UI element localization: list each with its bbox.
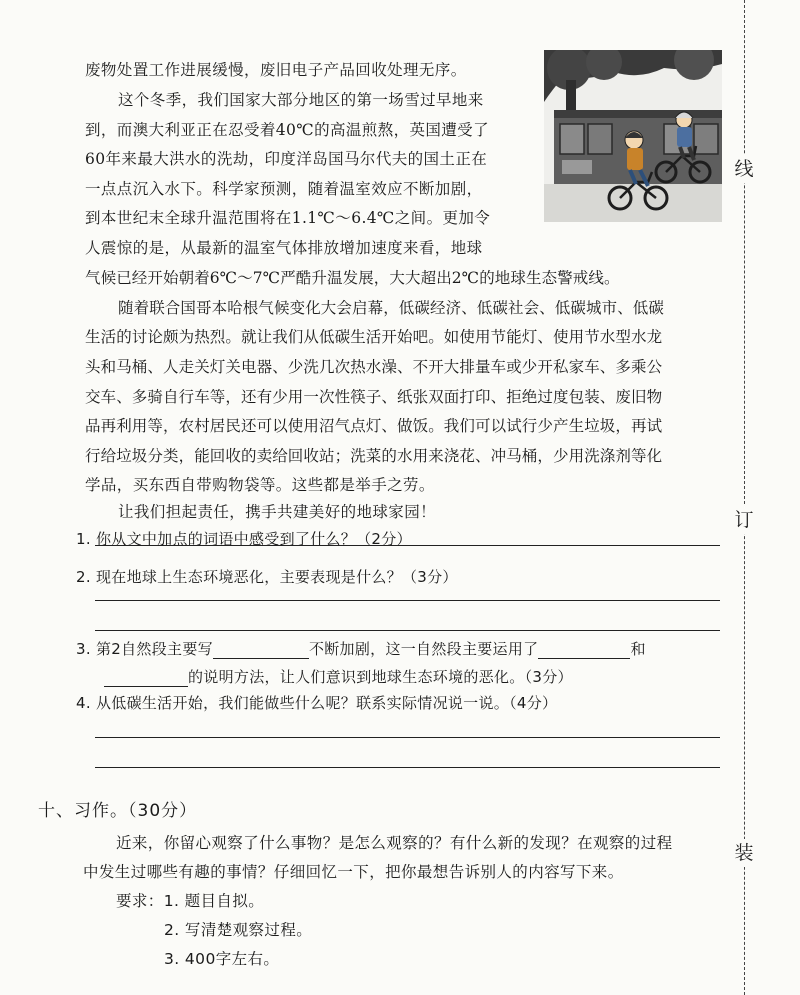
passage-line: 行给垃圾分类，能回收的卖给回收站；洗菜的水用来浇花、冲马桶，少用洗涤剂等化 (85, 447, 663, 465)
question-4: 4. 从低碳生活开始，我们能做些什么呢？联系实际情况说一说。（4分） (76, 694, 558, 712)
binding-char-staple: 订 (728, 506, 760, 534)
question-3-text: 和 (630, 640, 646, 658)
passage-line: 让我们担起责任，携手共建美好的地球家园！ (118, 503, 437, 521)
answer-line[interactable] (95, 767, 720, 768)
passage-line: 废物处置工作进展缓慢，废旧电子产品回收处理无序。 (85, 61, 467, 79)
answer-line[interactable] (95, 630, 720, 631)
answer-line[interactable] (95, 545, 720, 546)
question-2: 2. 现在地球上生态环境恶化，主要表现是什么？（3分） (76, 568, 458, 586)
passage-line: 这个冬季，我们国家大部分地区的第一场雪过早地来 (118, 91, 484, 109)
passage-line: 随着联合国哥本哈根气候变化大会启幕，低碳经济、低碳社会、低碳城市、低碳 (118, 299, 665, 317)
composition-prompt: 近来，你留心观察了什么事物？是怎么观察的？有什么新的发现？在观察的过程 (116, 834, 673, 852)
answer-line[interactable] (95, 600, 720, 601)
composition-requirement: 2. 写清楚观察过程。 (164, 921, 313, 939)
passage-line: 学品，买东西自带购物袋等。这些都是举手之劳。 (85, 476, 435, 494)
question-3-text: 的说明方法，让人们意识到地球生态环境的恶化。（3分） (188, 668, 573, 686)
question-3-text: 不断加剧，这一自然段主要运用了 (308, 640, 539, 658)
fill-blank-3[interactable] (104, 670, 188, 687)
answer-line[interactable] (95, 737, 720, 738)
cycling-children-illustration (544, 50, 722, 222)
composition-requirement: 要求：1. 题目自拟。 (116, 892, 265, 910)
question-3-text: 3. 第2自然段主要写 (76, 640, 213, 658)
binding-char-bind: 装 (728, 839, 760, 867)
passage-line: 到本世纪末全球升温范围将在1.1℃～6.4℃之间。更加令 (85, 209, 491, 227)
passage-line: 头和马桶、人走关灯关电器、少洗几次热水澡、不开大排量车或少开私家车、多乘公 (85, 358, 663, 376)
passage-line: 60年来最大洪水的洗劫，印度洋岛国马尔代夫的国土正在 (85, 150, 488, 168)
binding-char-line: 线 (728, 155, 760, 183)
passage-line: 品再利用等，农村居民还可以使用沼气点灯、做饭。我们可以试行少产生垃圾，再试 (85, 417, 663, 435)
composition-requirement: 3. 400字左右。 (164, 950, 280, 968)
passage-line: 生活的讨论颇为热烈。就让我们从低碳生活开始吧。如使用节能灯、使用节水型水龙 (85, 328, 663, 346)
passage-line: 人震惊的是，从最新的温室气体排放增加速度来看，地球 (85, 239, 483, 257)
passage-line: 交车、多骑自行车等，还有少用一次性筷子、纸张双面打印、拒绝过度包装、废旧物 (85, 388, 663, 406)
fill-blank-2[interactable] (538, 642, 630, 659)
fill-blank-1[interactable] (213, 642, 309, 659)
passage-line: 气候已经开始朝着6℃～7℃严酷升温发展，大大超出2℃的地球生态警戒线。 (85, 269, 620, 287)
question-3-cont (104, 666, 573, 687)
passage-line: 到，而澳大利亚正在忍受着40℃的高温煎熬，英国遭受了 (85, 121, 489, 139)
question-1: 1. 你从文中加点的词语中感受到了什么？（2分） (76, 530, 412, 548)
composition-section-title: 十、习作。（30分） (38, 801, 198, 821)
question-3 (76, 638, 646, 659)
passage-line: 一点点沉入水下。科学家预测，随着温室效应不断加剧， (85, 180, 483, 198)
composition-prompt: 中发生过哪些有趣的事情？仔细回忆一下，把你最想告诉别人的内容写下来。 (83, 863, 624, 881)
